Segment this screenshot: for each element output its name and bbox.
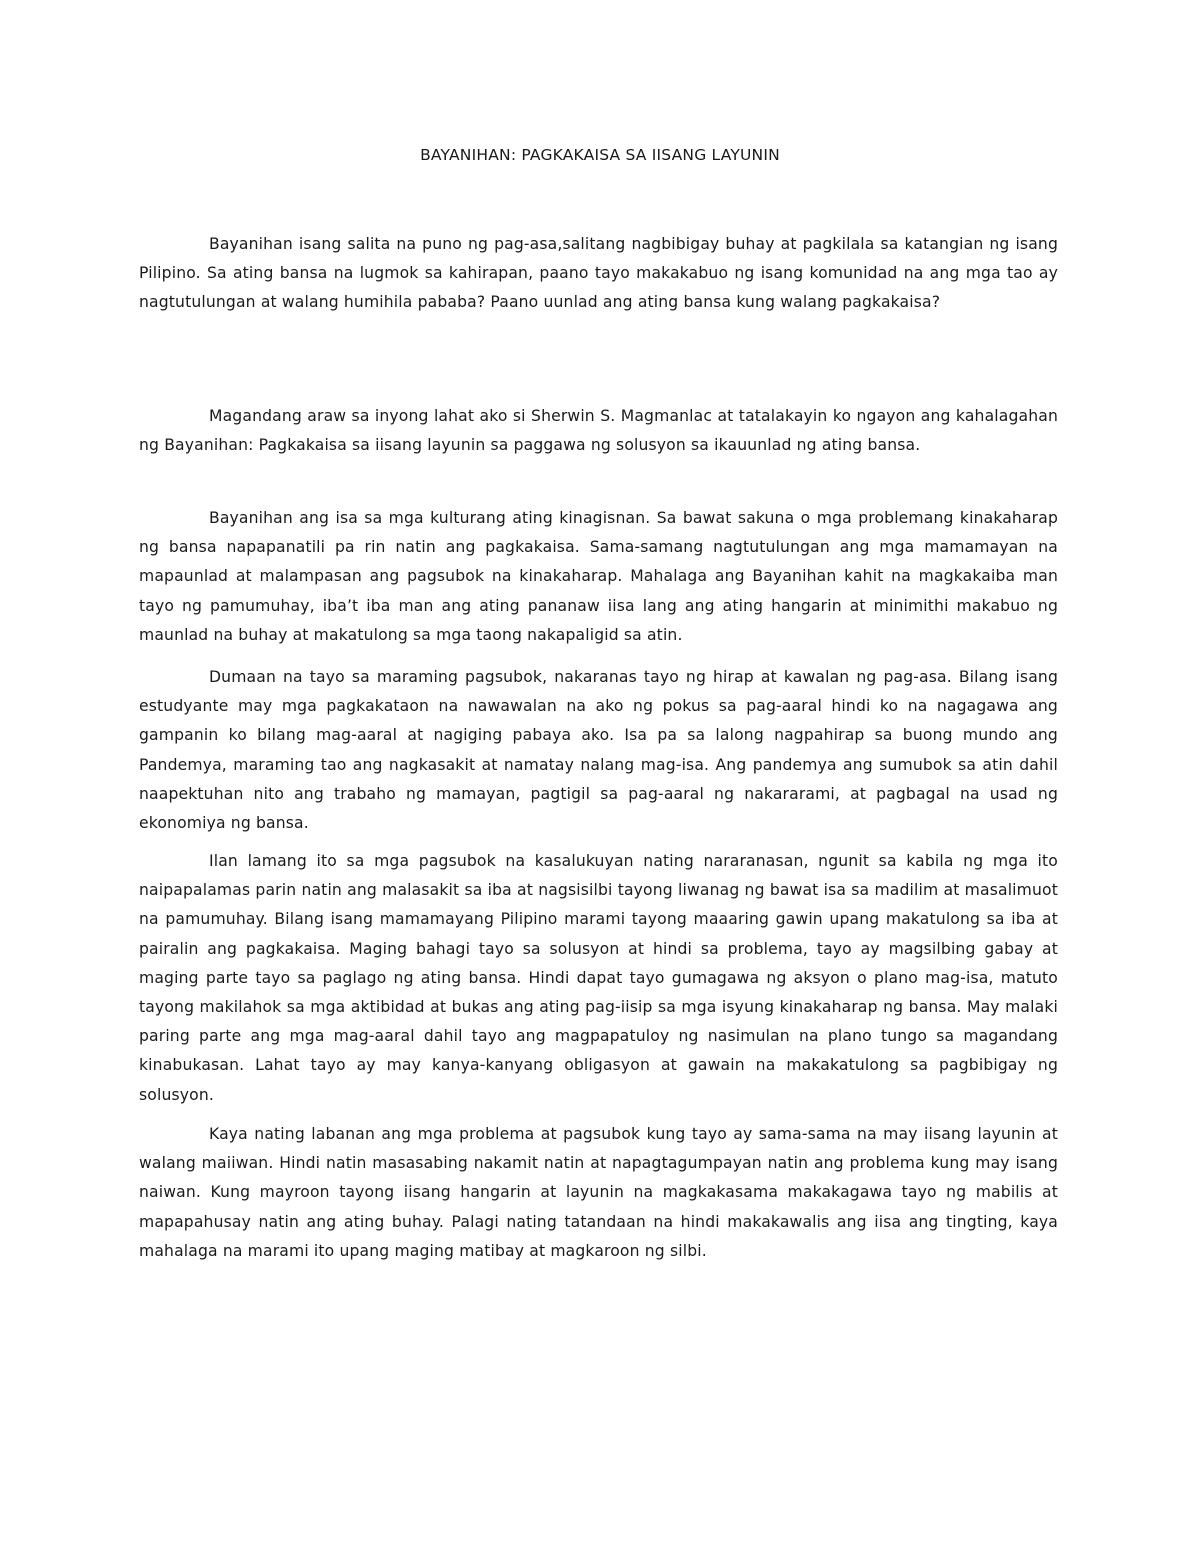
paragraph-culture: Bayanihan ang isa sa mga kulturang ating kinagisnan. Sa bawat sakuna o mga problemang kinakaharap ng bansa napapanatili pa rin natin ang pagkakaisa. Sama-samang nagtutulungan ang mga mamamayan na mapaunlad at malampasan ang pagsubok na kinakaharap. Mahalaga ang Bayanihan kahit na magkakaiba man tayo ng pamumuhay, iba’t iba man ang ating pananaw iisa lang ang ating hangarin at minimithi makabuo ng maunlad na buhay at makatulong sa mga taong nakapaligid sa atin. [139,509,1058,644]
paragraph-greeting: Magandang araw sa inyong lahat ako si Sherwin S. Magmanlac at tatalakayin ko ngayon ang kahalagahan ng Bayanihan: Pagkakaisa sa iisang layunin sa paggawa ng solusyon sa ikauunlad ng ating bansa. [139,407,1058,455]
document-title: BAYANIHAN: PAGKAKAISA SA IISANG LAYUNIN [420,146,780,164]
paragraph-conclusion: Kaya nating labanan ang mga problema at pagsubok kung tayo ay sama-sama na may iisang layunin at walang maiiwan. Hindi natin masasabing nakamit natin at napagtagumpayan natin ang problema kung may isang naiwan. Kung mayroon tayong iisang hangarin at layunin na magkakasama makakagawa tayo ng mabilis at mapapahusay natin ang ating buhay. Palagi nating tatandaan na hindi makakawalis ang iisa ang tingting, kaya mahalaga na marami ito upang maging matibay at magkaroon ng silbi. [139,1125,1058,1260]
paragraph-intro: Bayanihan isang salita na puno ng pag-asa,salitang nagbibigay buhay at pagkilala sa katangian ng isang Pilipino. Sa ating bansa na lugmok sa kahirapan, paano tayo makakabuo ng isang komunidad na ang mga tao ay nagtutulungan at walang humihila pababa? Paano uunlad ang ating bansa kung walang pagkakaisa? [139,235,1058,312]
paragraph-challenges: Dumaan na tayo sa maraming pagsubok, nakaranas tayo ng hirap at kawalan ng pag-asa. Bilang isang estudyante may mga pagkakataon na nawawalan na ako ng pokus sa pag-aaral hindi ko na nagagawa ang gampanin ko bilang mag-aaral at nagiging pabaya ako. Isa pa sa lalong nagpahirap sa buong mundo ang Pandemya, maraming tao ang nagkasakit at namatay nalang mag-isa. Ang pandemya ang sumubok sa atin dahil naapektuhan nito ang trabaho ng mamayan, pagtigil sa pag-aaral ng nakararami, at pagbagal na usad ng ekonomiya ng bansa. [139,668,1058,833]
paragraph-solutions: Ilan lamang ito sa mga pagsubok na kasalukuyan nating nararanasan, ngunit sa kabila ng mga ito naipapalamas parin natin ang malasakit sa iba at nagsisilbi tayong liwanag ng bawat isa sa madilim at masalimuot na pamumuhay. Bilang isang mamamayang Pilipino marami tayong maaaring gawin upang makatulong sa iba at pairalin ang pagkakaisa. Maging bahagi tayo sa solusyon at hindi sa problema, tayo ay magsilbing gabay at maging parte tayo sa paglago ng ating bansa. Hindi dapat tayo gumagawa ng aksyon o plano mag-isa, matuto tayong makilahok sa mga aktibidad at bukas ang ating pag-iisip sa mga isyung kinakaharap ng bansa. May malaki paring parte ang mga mag-aaral dahil tayo ang magpapatuloy ng nasimulan na plano tungo sa magandang kinabukasan. Lahat tayo ay may kanya-kanyang obligasyon at gawain na makakatulong sa pagbibigay ng solusyon. [139,852,1058,1104]
